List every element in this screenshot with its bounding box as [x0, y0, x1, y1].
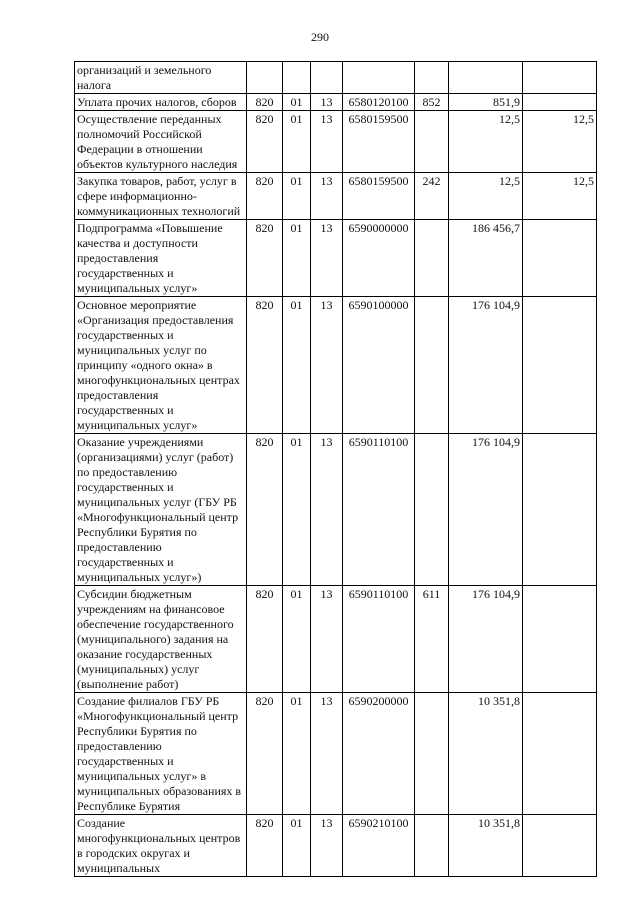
cell-subsection: 13 — [311, 173, 343, 220]
cell-type: 611 — [415, 586, 449, 693]
cell-section: 01 — [283, 94, 311, 111]
page-number: 290 — [311, 30, 329, 44]
cell-extra — [523, 693, 597, 815]
cell-subsection: 13 — [311, 434, 343, 586]
cell-target: 6590100000 — [343, 297, 415, 434]
cell-target: 6590210100 — [343, 815, 415, 877]
cell-extra — [523, 434, 597, 586]
cell-amount — [449, 62, 523, 94]
cell-ministry: 820 — [247, 434, 283, 586]
cell-subsection: 13 — [311, 220, 343, 297]
cell-name: Основное мероприятие «Организация предоставления государственных и муниципальных услуг по принципу «одного окна» в многофункциональных центрах предоставления государственных и муниципальных услуг» — [75, 297, 247, 434]
cell-amount: 176 104,9 — [449, 586, 523, 693]
cell-amount: 176 104,9 — [449, 434, 523, 586]
cell-amount: 10 351,8 — [449, 693, 523, 815]
cell-section — [283, 62, 311, 94]
cell-target: 6590110100 — [343, 434, 415, 586]
cell-section: 01 — [283, 815, 311, 877]
cell-ministry: 820 — [247, 815, 283, 877]
cell-ministry: 820 — [247, 111, 283, 173]
cell-name: организаций и земельного налога — [75, 62, 247, 94]
cell-ministry: 820 — [247, 94, 283, 111]
cell-type — [415, 62, 449, 94]
cell-section: 01 — [283, 586, 311, 693]
cell-section: 01 — [283, 220, 311, 297]
cell-extra: 12,5 — [523, 111, 597, 173]
cell-subsection: 13 — [311, 693, 343, 815]
cell-extra — [523, 220, 597, 297]
cell-extra — [523, 297, 597, 434]
cell-ministry — [247, 62, 283, 94]
cell-type: 852 — [415, 94, 449, 111]
table-row — [75, 586, 597, 693]
table-row — [75, 434, 597, 586]
table-row — [75, 220, 597, 297]
cell-name: Создание многофункциональных центров в городских округах и муниципальных — [75, 815, 247, 877]
cell-extra — [523, 815, 597, 877]
cell-target: 6590110100 — [343, 586, 415, 693]
cell-name: Закупка товаров, работ, услуг в сфере информационно-коммуникационных технологий — [75, 173, 247, 220]
cell-type: 242 — [415, 173, 449, 220]
table-row — [75, 94, 597, 111]
cell-extra: 12,5 — [523, 173, 597, 220]
cell-name: Осуществление переданных полномочий Российской Федерации в отношении объектов культурного наследия — [75, 111, 247, 173]
budget-table — [74, 61, 597, 877]
cell-name: Уплата прочих налогов, сборов — [75, 94, 247, 111]
cell-ministry: 820 — [247, 586, 283, 693]
cell-type — [415, 434, 449, 586]
cell-ministry: 820 — [247, 693, 283, 815]
table-row — [75, 297, 597, 434]
cell-ministry: 820 — [247, 220, 283, 297]
cell-name: Оказание учреждениями (организациями) услуг (работ) по предоставлению государственных и муниципальных услуг (ГБУ РБ «Многофункциональный центр Республики Бурятия по предоставлению государственных и муниципальных услуг») — [75, 434, 247, 586]
cell-type — [415, 111, 449, 173]
cell-extra — [523, 62, 597, 94]
cell-subsection: 13 — [311, 111, 343, 173]
cell-name: Субсидии бюджетным учреждениям на финансовое обеспечение государственного (муниципального) задания на оказание государственных (муниципальных) услуг (выполнение работ) — [75, 586, 247, 693]
cell-target: 6580159500 — [343, 173, 415, 220]
cell-extra — [523, 586, 597, 693]
cell-amount: 10 351,8 — [449, 815, 523, 877]
table-row — [75, 815, 597, 877]
cell-ministry: 820 — [247, 297, 283, 434]
cell-subsection: 13 — [311, 94, 343, 111]
cell-section: 01 — [283, 173, 311, 220]
cell-subsection: 13 — [311, 815, 343, 877]
cell-type — [415, 220, 449, 297]
cell-name: Создание филиалов ГБУ РБ «Многофункциональный центр Республики Бурятия по предоставлению государственных и муниципальных услуг» в муниципальных образованиях в Республике Бурятия — [75, 693, 247, 815]
cell-name: Подпрограмма «Повышение качества и доступности предоставления государственных и муниципальных услуг» — [75, 220, 247, 297]
cell-target — [343, 62, 415, 94]
cell-extra — [523, 94, 597, 111]
cell-subsection: 13 — [311, 586, 343, 693]
cell-section: 01 — [283, 297, 311, 434]
cell-type — [415, 297, 449, 434]
cell-target: 6590000000 — [343, 220, 415, 297]
cell-target: 6590200000 — [343, 693, 415, 815]
table-row — [75, 173, 597, 220]
cell-ministry: 820 — [247, 173, 283, 220]
cell-target: 6580159500 — [343, 111, 415, 173]
cell-target: 6580120100 — [343, 94, 415, 111]
cell-amount: 12,5 — [449, 173, 523, 220]
cell-amount: 851,9 — [449, 94, 523, 111]
cell-section: 01 — [283, 434, 311, 586]
cell-subsection: 13 — [311, 297, 343, 434]
cell-amount: 186 456,7 — [449, 220, 523, 297]
cell-amount: 176 104,9 — [449, 297, 523, 434]
table-row — [75, 62, 597, 94]
cell-type — [415, 693, 449, 815]
cell-section: 01 — [283, 693, 311, 815]
table-row — [75, 111, 597, 173]
cell-type — [415, 815, 449, 877]
cell-amount: 12,5 — [449, 111, 523, 173]
cell-section: 01 — [283, 111, 311, 173]
cell-subsection — [311, 62, 343, 94]
table-row — [75, 693, 597, 815]
